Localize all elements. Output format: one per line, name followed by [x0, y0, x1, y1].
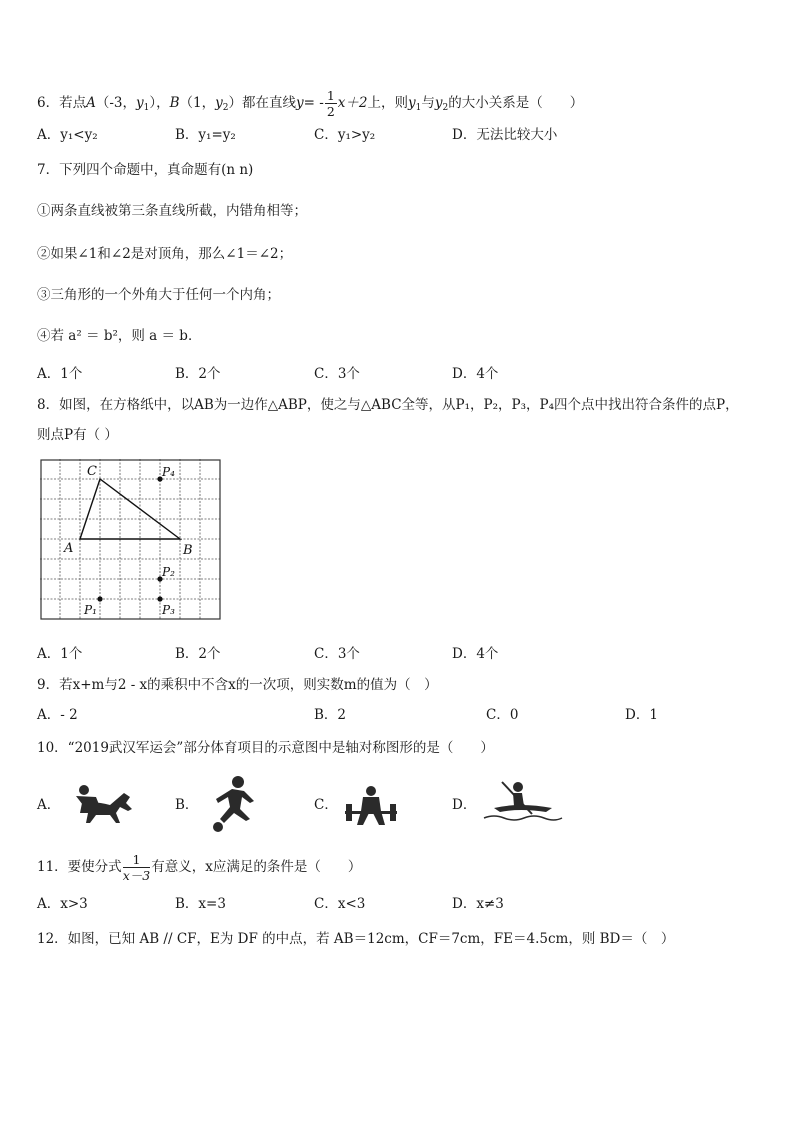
- q9-option-c: C．0: [486, 707, 519, 723]
- q7-proposition-1: ①两条直线被第三条直线所截，内错角相等；: [37, 203, 307, 219]
- q11-stem: 11．要使分式 $\frac{1}{x-3}$ 有意义，x应满足的条件是（ ）: [37, 852, 362, 883]
- q11-option-a: A．x>3: [37, 896, 88, 912]
- equestrian-icon: [66, 783, 138, 825]
- q7-proposition-3: ③三角形的一个外角大于任何一个内角；: [37, 287, 280, 303]
- q7-stem: 7．下列四个命题中，真命题有(n n): [37, 162, 254, 178]
- q10-option-d: D．: [452, 797, 477, 813]
- q9-stem: 9．若x+m与2 - x的乘积中不含x的一次项，则实数m的值为（ ）: [37, 677, 438, 693]
- point-p3: [157, 596, 162, 601]
- q7-option-b: B．2个: [175, 366, 221, 382]
- q8-option-d: D．4个: [452, 646, 499, 662]
- q9-option-a: A．- 2: [37, 707, 78, 723]
- q10-option-a: A．: [37, 797, 61, 813]
- q8-stem-line2: 则点P有（ ）: [37, 427, 118, 443]
- q10-stem: 10．“2019武汉军运会”部分体育项目的示意图中是轴对称图形的是（ ）: [37, 740, 494, 756]
- q6-option-c: C．y₁>y₂: [314, 127, 376, 143]
- label-p3: P₃: [162, 603, 175, 617]
- q6-option-b: B．y₁=y₂: [175, 127, 236, 143]
- football-icon: [204, 775, 262, 833]
- q6-stem: 6．若点A（-3，$y_1$），B（1，$y_2$）都在直线y= - $\frac{1}{2}$ x＋2上，则$y_1$与$y_2$的大小关系是（ ）: [37, 88, 584, 119]
- label-c: C: [87, 464, 97, 479]
- weightlifting-icon: [343, 785, 399, 827]
- q9-option-b: B．2: [314, 707, 347, 723]
- q7-option-c: C．3个: [314, 366, 360, 382]
- triangle-abc: [80, 479, 180, 539]
- q10-option-c: C．: [314, 797, 338, 813]
- q6-fraction: $\frac{1}{2}$: [326, 88, 335, 119]
- q8-option-c: C．3个: [314, 646, 360, 662]
- label-p4: P₄: [162, 465, 175, 479]
- q7-proposition-2: ②如果∠1和∠2是对顶角，那么∠1＝∠2；: [37, 246, 293, 262]
- q10-option-b: B．: [175, 797, 199, 813]
- q12-stem: 12．如图，已知 AB // CF，E为 DF 的中点，若 AB＝12cm，CF＝7cm，FE＝4.5cm，则 BD＝（ ）: [37, 931, 675, 947]
- q11-option-b: B．x=3: [175, 896, 226, 912]
- q11-fraction: $\frac{1}{x-3}$: [122, 852, 151, 883]
- q6-option-d: D．无法比较大小: [452, 127, 558, 143]
- label-p2: P₂: [162, 565, 175, 579]
- q7-option-a: A．1个: [37, 366, 83, 382]
- label-b: B: [183, 543, 193, 558]
- q8-stem-line1: 8．如图，在方格纸中，以AB为一边作△ABP，使之与△ABC全等，从P₁，P₂，P₃，P₄四个点中找出符合条件的点P，: [37, 397, 739, 413]
- q11-option-d: D．x≠3: [452, 896, 504, 912]
- q11-option-c: C．x<3: [314, 896, 366, 912]
- q9-option-d: D．1: [625, 707, 658, 723]
- q7-proposition-4: ④若 a² ＝ b²，则 a ＝ b．: [37, 328, 202, 344]
- label-p1: P₁: [84, 603, 97, 617]
- q6-option-a: A．y₁<y₂: [37, 127, 98, 143]
- point-p1: [97, 596, 102, 601]
- q7-option-d: D．4个: [452, 366, 499, 382]
- label-a: A: [64, 541, 74, 556]
- q8-grid-figure: [40, 459, 222, 621]
- q8-option-a: A．1个: [37, 646, 83, 662]
- rowing-icon: [480, 778, 566, 824]
- q8-option-b: B．2个: [175, 646, 221, 662]
